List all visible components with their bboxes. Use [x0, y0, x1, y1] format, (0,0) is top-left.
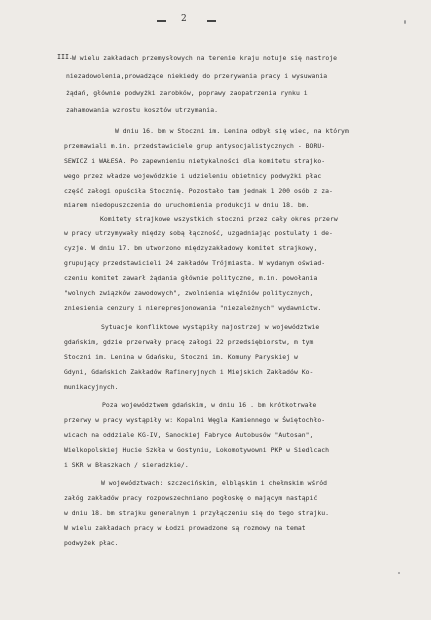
paragraph-line: miarem niedopuszczenia do uruchomienia produkcji w dniu 18. bm.: [64, 201, 310, 209]
paragraph-line: W wielu zakładach przemysłowych na terenie kraju notuje się nastroje: [72, 54, 338, 62]
paragraph-line: wego przez władze wojewódzkie i udzieleniu obietnicy podwyżki płac: [64, 172, 322, 180]
paragraph-line: cyzje. W dniu 17. bm utworzono międzyzakładowy komitet strajkowy,: [64, 244, 318, 252]
paragraph-line: Gdyni, Gdańskich Zakładów Rafineryjnych i Miejskich Zakładów Ko-: [64, 368, 314, 376]
paragraph-line: W województwach: szczecińskim, elbląskim i chełmskim wśród: [101, 479, 328, 487]
paragraph-line: gdańskim, gdzie przerwały pracę załogi 22 przedsiębiorstw, m tym: [64, 338, 314, 346]
paragraph-line: zahamowania wzrostu kosztów utrzymania.: [66, 106, 219, 114]
paragraph-line: czeniu komitet zawarł żądania głównie polityczne, m.in. powołania: [64, 274, 318, 282]
paragraph-line: "wolnych związków zawodowych", zwolnienia więźniów politycznych,: [64, 289, 314, 297]
page-number-dash-right: [207, 20, 216, 22]
paragraph-line: przerwy w pracy wystąpiły w: Kopalni Węgla Kamiennego w Świętochło-: [64, 416, 326, 424]
page-number: 2: [181, 14, 187, 24]
paragraph-line: podwyżek płac.: [64, 539, 119, 547]
paragraph-line: Poza województwem gdańskim, w dniu 16 . bm krótkotrwałe: [102, 401, 317, 409]
paragraph-line: i SKR w Błaszkach / sieradzkie/.: [64, 461, 189, 469]
paper-speck: [398, 572, 400, 574]
paragraph-line: zniesienia cenzury i nierepresjonowania "niezależnych" wydawnictw.: [64, 304, 322, 312]
section-marker: III.: [57, 53, 73, 61]
paragraph-line: Wielkopolskiej Hucie Szkła w Gostyniu, Lokomotywowni PKP w Siedlcach: [64, 446, 330, 454]
paragraph-line: W wielu zakładach pracy w Łodzi prowadzone są rozmowy na temat: [64, 524, 306, 532]
paragraph-line: w dniu 18. bm strajku generalnym i przyłączeniu się do tego strajku.: [64, 509, 330, 517]
paragraph-line: Komitety strajkowe wszystkich stoczni przez cały okres przerw: [100, 215, 338, 223]
paragraph-line: SEWICZ i WAŁESA. Po zapewnieniu nietykalności dla komitetu strajko-: [64, 157, 326, 165]
paragraph-line: część załogi opuściła Stocznię. Pozostało tam jednak 1 200 osób z za-: [64, 187, 333, 195]
paragraph-line: przemawiali m.in. przedstawiciele grup antysocjalistycznych - BORU-: [64, 142, 326, 150]
paragraph-line: niezadowolenia,prowadzące niekiedy do przerywania pracy i wysuwania: [66, 72, 328, 80]
paragraph-line: munikacyjnych.: [64, 383, 119, 391]
paragraph-line: wicach na oddziale KG-IV, Sanockiej Fabryce Autobusów "Autosan",: [64, 431, 314, 439]
paragraph-line: Stoczni im. Lenina w Gdańsku, Stoczni im. Komuny Paryskiej w: [64, 353, 298, 361]
paragraph-line: grupujący przedstawicieli 24 zakładów Trójmiasta. W wydanym oświad-: [64, 259, 326, 267]
paragraph-line: załóg zakładów pracy rozpowszechniano pogłoskę o mającym nastąpić: [64, 494, 318, 502]
paper-speck: [404, 20, 406, 24]
paragraph-line: żądań, głównie podwyżki zarobków, poprawy zaopatrzenia rynku i: [66, 89, 308, 97]
paragraph-line: Sytuacje konfliktowe wystąpiły najostrzej w województwie: [101, 323, 320, 331]
paragraph-line: W dniu 16. bm w Stoczni im. Lenina odbył się wiec, na którym: [115, 127, 349, 135]
page-number-dash-left: [157, 20, 166, 22]
paragraph-line: w pracy utrzymywały między sobą łączność, uzgadniając postulaty i de-: [64, 229, 333, 237]
